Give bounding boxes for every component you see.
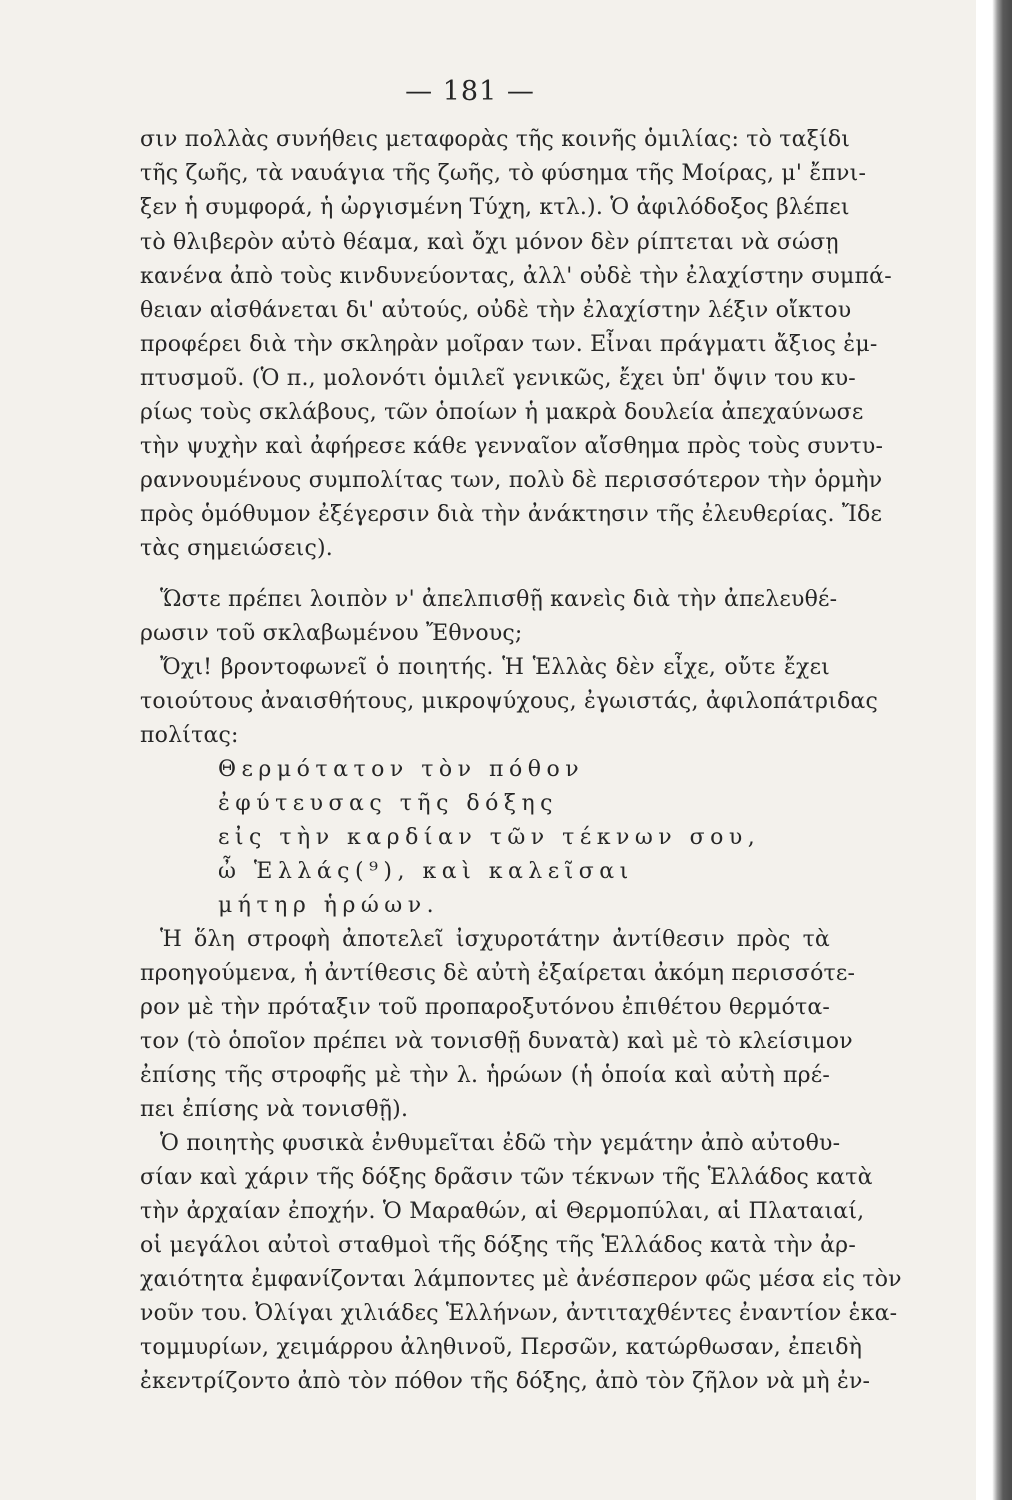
text-line: ρον μὲ τὴν πρόταξιν τοῦ προπαροξυτόνου ἐπιθέτου θερμότα-: [140, 995, 831, 1020]
text-line: σίαν καὶ χάριν τῆς δόξης δρᾶσιν τῶν τέκνων τῆς Ἑλλάδος κατὰ: [140, 1165, 873, 1190]
text-line: Ὁ ποιητὴς φυσικὰ ἐνθυμεῖται ἐδῶ τὴν γεμάτην ἀπὸ αὐτοθυ-: [160, 1131, 841, 1156]
text-line: Ὥστε πρέπει λοιπὸν ν' ἀπελπισθῇ κανεὶς διὰ τὴν ἀπελευθέ-: [160, 587, 838, 612]
text-line: τὰς σημειώσεις).: [140, 536, 333, 561]
verse-line: Θερμότατον τὸν πόθον: [218, 757, 585, 782]
text-line: ἐκεντρίζοντο ἀπὸ τὸν πόθον τῆς δόξης, ἀπὸ τὸν ζῆλον νὰ μὴ ἐν-: [140, 1369, 871, 1394]
text-line: χαιότητα ἐμφανίζονται λάμποντες μὲ ἀνέσπερον φῶς μέσα εἰς τὸν: [140, 1267, 902, 1292]
text-line: προηγούμενα, ἡ ἀντίθεσις δὲ αὐτὴ ἐξαίρεται ἀκόμη περισσότε-: [140, 961, 856, 986]
text-line: πολίτας:: [140, 723, 239, 748]
verse-line: εἰς τὴν καρδίαν τῶν τέκνων σου,: [218, 825, 761, 850]
text-line: πρὸς ὁμόθυμον ἐξέγερσιν διὰ τὴν ἀνάκτησιν τῆς ἐλευθερίας. Ἴδε: [140, 502, 883, 527]
text-line: ρίως τοὺς σκλάβους, τῶν ὁποίων ἡ μακρὰ δουλεία ἀπεχαύνωσε: [140, 400, 864, 425]
text-line: τον (τὸ ὁποῖον πρέπει νὰ τονισθῇ δυνατὰ) καὶ μὲ τὸ κλείσιμον: [140, 1029, 853, 1054]
text-line: τὴν ἀρχαίαν ἐποχήν. Ὁ Μαραθών, αἱ Θερμοπύλαι, αἱ Πλαταιαί,: [140, 1199, 865, 1224]
verse-line: ὦ Ἑλλάς(⁹), καὶ καλεῖσαι: [218, 859, 634, 884]
page-edge: [976, 0, 1012, 1500]
text-line: Ὄχι! βροντοφωνεῖ ὁ ποιητής. Ἡ Ἑλλὰς δὲν εἶχε, οὔτε ἔχει: [160, 655, 830, 680]
text-line: τὴν ψυχὴν καὶ ἀφήρεσε κάθε γενναῖον αἴσθημα πρὸς τοὺς συντυ-: [140, 434, 884, 459]
text-line: πτυσμοῦ. (Ὁ π., μολονότι ὁμιλεῖ γενικῶς, ἔχει ὑπ' ὄψιν του κυ-: [140, 366, 856, 391]
text-line: σιν πολλὰς συνήθεις μεταφορὰς τῆς κοινῆς ὁμιλίας: τὸ ταξίδι: [140, 127, 851, 152]
text-line: θειαν αἰσθάνεται δι' αὐτούς, οὐδὲ τὴν ἐλαχίστην λέξιν οἴκτου: [140, 298, 852, 323]
text-line: οἱ μεγάλοι αὐτοὶ σταθμοὶ τῆς δόξης τῆς Ἑλλάδος κατὰ τὴν ἀρ-: [140, 1233, 856, 1258]
text-line: ρωσιν τοῦ σκλαβωμένου Ἔθνους;: [140, 621, 523, 646]
page-number: — 181 —: [405, 76, 535, 107]
text-line: προφέρει διὰ τὴν σκληρὰν μοῖραν των. Εἶναι πράγματι ἄξιος ἐμ-: [140, 332, 878, 357]
text-line: Ἡ ὅλη στροφὴ ἀποτελεῖ ἰσχυροτάτην ἀντίθεσιν πρὸς τὰ: [160, 927, 830, 952]
text-line: νοῦν του. Ὀλίγαι χιλιάδες Ἑλλήνων, ἀντιταχθέντες ἐναντίον ἑκα-: [140, 1301, 898, 1326]
verse-line: μήτηρ ἡρώων.: [218, 893, 440, 918]
text-line: τὸ θλιβερὸν αὐτὸ θέαμα, καὶ ὄχι μόνον δὲν ρίπτεται νὰ σώσῃ: [140, 230, 839, 255]
text-line: κανένα ἀπὸ τοὺς κινδυνεύοντας, ἀλλ' οὐδὲ τὴν ἐλαχίστην συμπά-: [140, 264, 892, 289]
text-line: τοιούτους ἀναισθήτους, μικροψύχους, ἐγωιστάς, ἀφιλοπάτριδας: [140, 689, 878, 714]
verse-line: ἐφύτευσας τῆς δόξης: [218, 791, 558, 816]
text-line: ξεν ἡ συμφορά, ἡ ὠργισμένη Τύχη, κτλ.). Ὁ ἀφιλόδοξος βλέπει: [140, 195, 850, 220]
text-line: τῆς ζωῆς, τὰ ναυάγια τῆς ζωῆς, τὸ φύσημα τῆς Μοίρας, μ' ἔπνι-: [140, 161, 867, 186]
text-line: ραννουμένους συμπολίτας των, πολὺ δὲ περισσότερον τὴν ὁρμὴν: [140, 468, 883, 493]
text-line: πει ἐπίσης νὰ τονισθῇ).: [140, 1097, 409, 1122]
text-line: ἐπίσης τῆς στροφῆς μὲ τὴν λ. ἡρώων (ἡ ὁποία καὶ αὐτὴ πρέ-: [140, 1063, 830, 1088]
text-line: τομμυρίων, χειμάρρου ἀληθινοῦ, Περσῶν, κατώρθωσαν, ἐπειδὴ: [140, 1335, 863, 1360]
